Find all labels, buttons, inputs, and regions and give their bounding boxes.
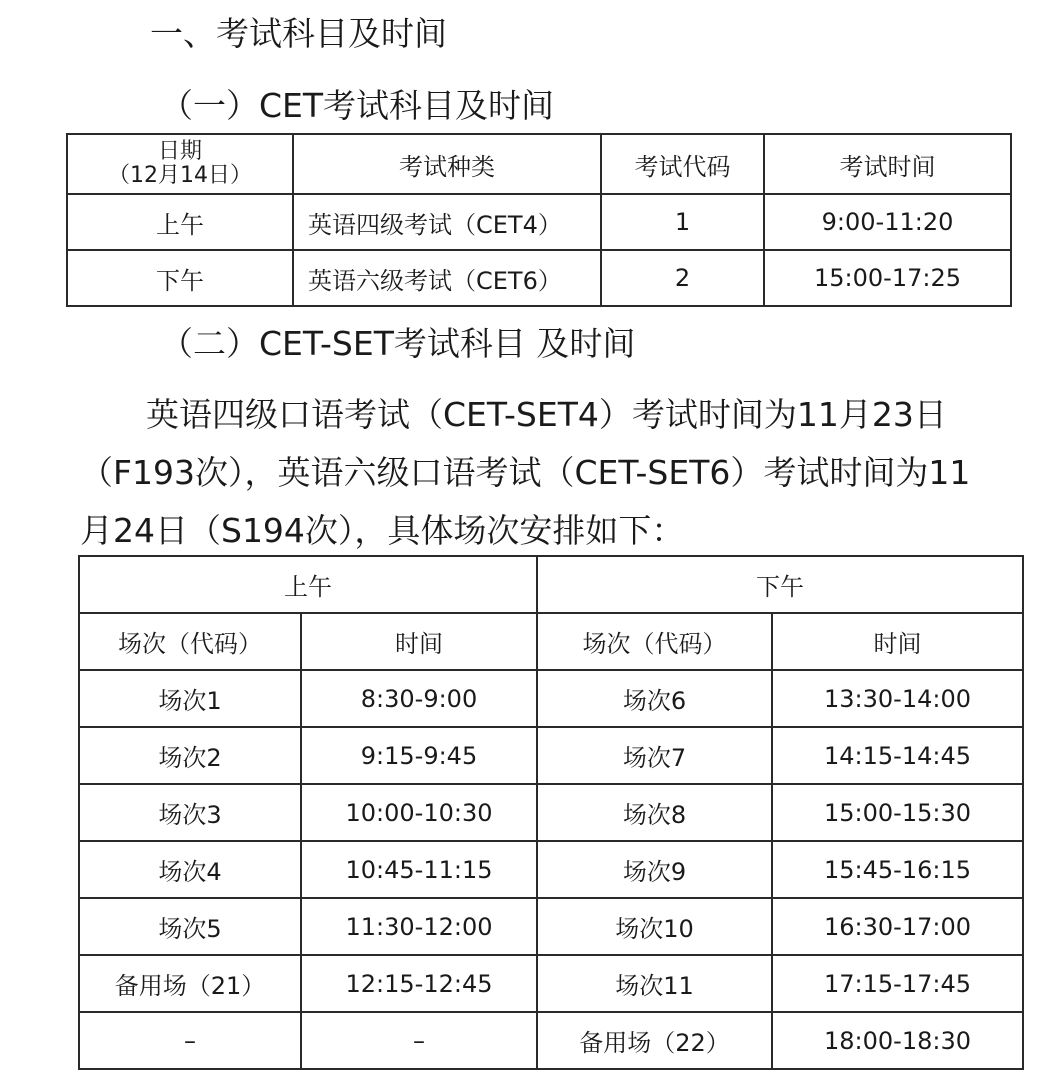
- pm-session-cell: 备用场（22）: [537, 1012, 772, 1069]
- pm-session-cell: 场次8: [537, 784, 772, 841]
- exam-type-cell: 英语四级考试（CET4）: [293, 194, 601, 250]
- am-session-cell: 场次3: [79, 784, 301, 841]
- am-time-cell: 12:15-12:45: [301, 955, 537, 1012]
- table-row: [67, 250, 1011, 306]
- exam-code-cell: 2: [601, 250, 764, 306]
- am-session-header: 场次（代码）: [79, 613, 301, 670]
- schedule-paragraph: 英语四级口语考试（CET-SET4）考试时间为11月23日（F193次），英语六级口语考试（CET-SET6）考试时间为11月24日（S194次），具体场次安排如下：: [80, 395, 971, 550]
- pm-time-cell: 13:30-14:00: [772, 670, 1023, 727]
- exam-code-cell: 1: [601, 194, 764, 250]
- section-title: 一、考试科目及时间: [150, 14, 447, 53]
- pm-session-cell: 场次11: [537, 955, 772, 1012]
- am-session-cell: 场次4: [79, 841, 301, 898]
- table-row: [79, 784, 1023, 841]
- pm-time-cell: 16:30-17:00: [772, 898, 1023, 955]
- code-header: 考试代码: [601, 134, 764, 194]
- am-time-cell: 9:15-9:45: [301, 727, 537, 784]
- cet-set-session-table: [78, 555, 1024, 1070]
- date-header-date: （12月14日）: [108, 163, 252, 188]
- date-header-label: 日期: [157, 139, 202, 164]
- exam-time-cell: 15:00-17:25: [764, 250, 1011, 306]
- exam-type-cell: 英语六级考试（CET6）: [293, 250, 601, 306]
- am-session-cell: –: [79, 1012, 301, 1069]
- cet-subtitle: （一）CET考试科目及时间: [160, 86, 555, 125]
- pm-session-header: 场次（代码）: [537, 613, 772, 670]
- afternoon-header: 下午: [537, 556, 1023, 613]
- am-session-cell: 场次5: [79, 898, 301, 955]
- am-time-cell: 10:45-11:15: [301, 841, 537, 898]
- column-header-row: [79, 613, 1023, 670]
- table-row: [79, 898, 1023, 955]
- pm-session-cell: 场次9: [537, 841, 772, 898]
- pm-time-cell: 17:15-17:45: [772, 955, 1023, 1012]
- am-time-cell: 8:30-9:00: [301, 670, 537, 727]
- date-header: [67, 134, 293, 194]
- period-header-row: [79, 556, 1023, 613]
- table-row: [67, 194, 1011, 250]
- am-time-header: 时间: [301, 613, 537, 670]
- table-row: [79, 955, 1023, 1012]
- am-time-cell: 10:00-10:30: [301, 784, 537, 841]
- pm-session-cell: 场次10: [537, 898, 772, 955]
- table-row: [79, 1012, 1023, 1069]
- am-session-cell: 场次2: [79, 727, 301, 784]
- type-header: 考试种类: [293, 134, 601, 194]
- pm-time-cell: 18:00-18:30: [772, 1012, 1023, 1069]
- pm-time-cell: 14:15-14:45: [772, 727, 1023, 784]
- am-session-cell: 场次1: [79, 670, 301, 727]
- table-row: [79, 670, 1023, 727]
- exam-time-cell: 9:00-11:20: [764, 194, 1011, 250]
- cet-schedule-table: [66, 133, 1012, 307]
- table-row: [79, 727, 1023, 784]
- pm-time-cell: 15:45-16:15: [772, 841, 1023, 898]
- am-session-cell: 备用场（21）: [79, 955, 301, 1012]
- table-row: [79, 841, 1023, 898]
- table-header-row: [67, 134, 1011, 194]
- time-header: 考试时间: [764, 134, 1011, 194]
- pm-session-cell: 场次6: [537, 670, 772, 727]
- pm-time-header: 时间: [772, 613, 1023, 670]
- pm-session-cell: 场次7: [537, 727, 772, 784]
- period-cell: 上午: [67, 194, 293, 250]
- am-time-cell: 11:30-12:00: [301, 898, 537, 955]
- am-time-cell: –: [301, 1012, 537, 1069]
- period-cell: 下午: [67, 250, 293, 306]
- morning-header: 上午: [79, 556, 537, 613]
- cet-set-subtitle: （二）CET-SET考试科目 及时间: [160, 324, 636, 363]
- pm-time-cell: 15:00-15:30: [772, 784, 1023, 841]
